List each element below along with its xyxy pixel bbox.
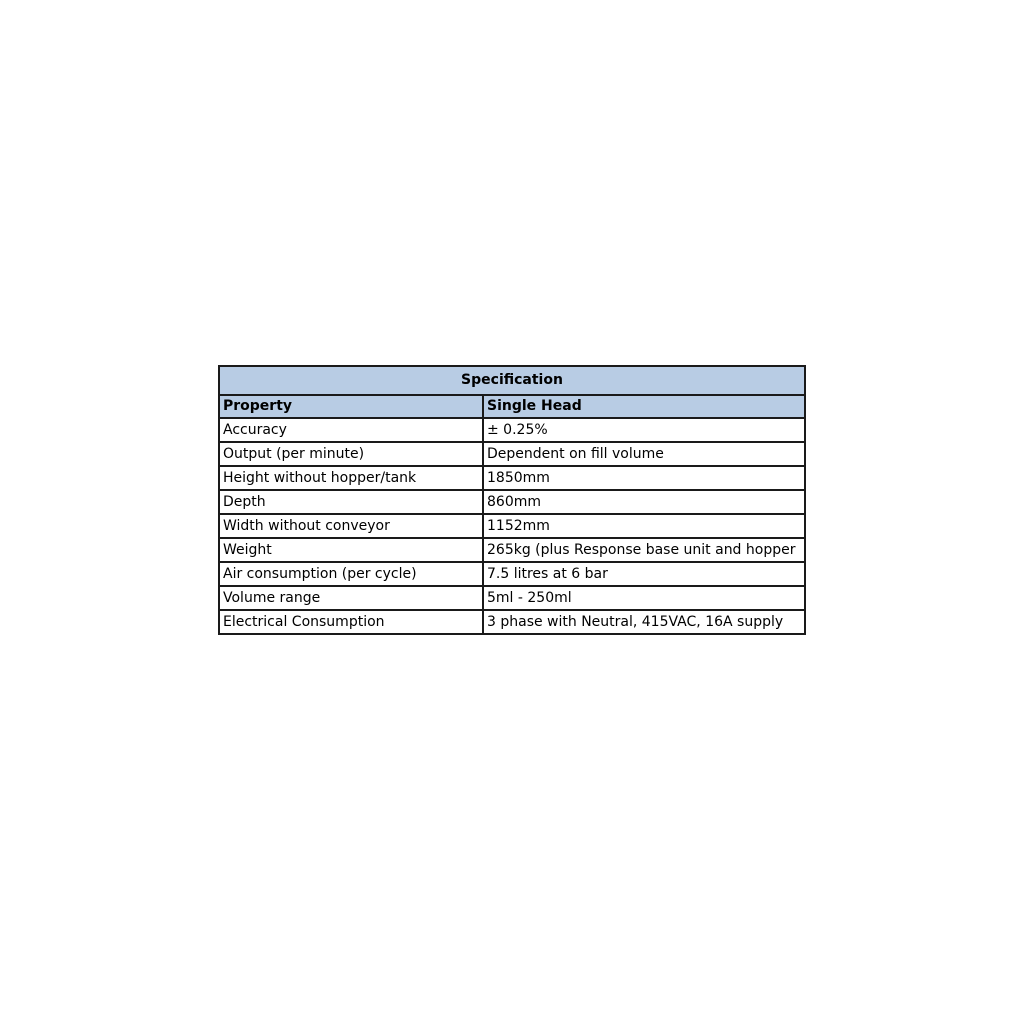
property-cell: Height without hopper/tank bbox=[219, 466, 483, 490]
column-header-single-head: Single Head bbox=[483, 395, 805, 418]
table-row bbox=[219, 562, 805, 586]
property-cell: Width without conveyor bbox=[219, 514, 483, 538]
property-cell: Volume range bbox=[219, 586, 483, 610]
value-cell: ± 0.25% bbox=[483, 418, 805, 442]
table-row bbox=[219, 418, 805, 442]
value-cell: 265kg (plus Response base unit and hopper bbox=[483, 538, 805, 562]
table-row bbox=[219, 466, 805, 490]
value-cell: Dependent on fill volume bbox=[483, 442, 805, 466]
table-row bbox=[219, 514, 805, 538]
table-row bbox=[219, 586, 805, 610]
table-title: Specification bbox=[219, 366, 805, 395]
value-cell: 860mm bbox=[483, 490, 805, 514]
table-row bbox=[219, 538, 805, 562]
value-cell: 3 phase with Neutral, 415VAC, 16A supply bbox=[483, 610, 805, 634]
value-cell: 1152mm bbox=[483, 514, 805, 538]
property-cell: Depth bbox=[219, 490, 483, 514]
value-cell: 7.5 litres at 6 bar bbox=[483, 562, 805, 586]
table-header-row bbox=[219, 395, 805, 418]
specification-table bbox=[218, 365, 806, 635]
table-row bbox=[219, 490, 805, 514]
value-cell: 5ml - 250ml bbox=[483, 586, 805, 610]
property-cell: Weight bbox=[219, 538, 483, 562]
table-title-row bbox=[219, 366, 805, 395]
property-cell: Output (per minute) bbox=[219, 442, 483, 466]
column-header-property: Property bbox=[219, 395, 483, 418]
property-cell: Accuracy bbox=[219, 418, 483, 442]
property-cell: Air consumption (per cycle) bbox=[219, 562, 483, 586]
value-cell: 1850mm bbox=[483, 466, 805, 490]
property-cell: Electrical Consumption bbox=[219, 610, 483, 634]
table-row bbox=[219, 442, 805, 466]
table-row bbox=[219, 610, 805, 634]
